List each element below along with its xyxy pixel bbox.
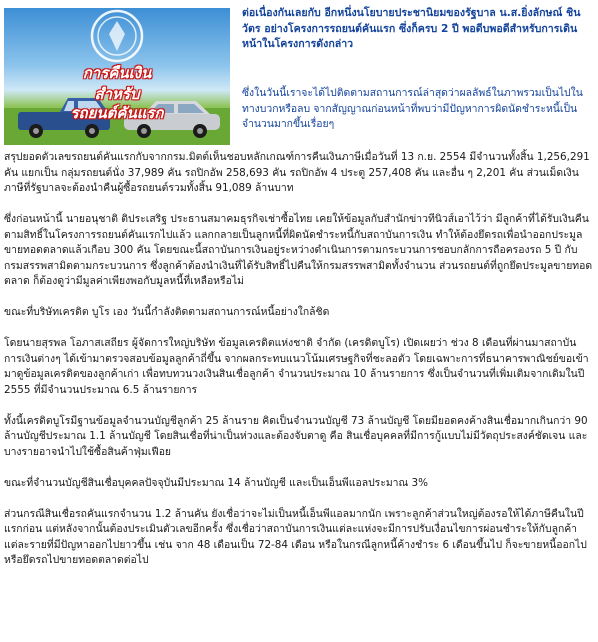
article-body <box>4 150 594 584</box>
article-paragraph: สรุปยอดตัวเลขรถยนต์คันแรกกับจากกรม.มิตต์เห็นชอบหลักเกณฑ์การคืนเงินภาษีเมื่อวันที่ 13 ก.ย. 2554 มีจำนวนทั้งสิ้น 1,256,291 คัน แยกเป็น กลุ่มรถยนต์นั่ง 37,989 คัน รถปิกอัพ 258,693 คัน รถปิกอัพ 4 ประตู 257,408 คัน และอื่น ๆ 2,201 คัน ส่วนเม็ดเงินภาษีที่รัฐบาลจะต้องนำคืนผู้ซื้อรถยนต์รวมทั้งสิ้น 91,089 ล้านบาท <box>4 151 590 194</box>
article-paragraph: ซึ่งก่อนหน้านี้ นายอนุชาติ ติประเสริฐ ประธานสมาคมธุรกิจเช่าซื้อไทย เคยให้ข้อมูลกับสำนักข่าวทีนิวส์เอาไว้ว่า มีลูกค้าที่ได้รับเงินคืนตามสิทธิ์ในโครงการรถยนต์คันแรกไปแล้ว แลกกลายเป็นลูกหนี้ที่ผิดนัดชำระหนี้กับสถาบันการเงิน ทำให้ต้องยึดรถเพื่อนำออกประมูลขายทอดตลาดแล้วเกือบ 300 คัน โดยขณะนี้สถาบันการเงินอยู่ระหว่างดำเนินการตามกระบวนการชอบกลักการถือครองรถ 5 ปี กับกรมสรรพสามิตตามกระบวนการ ซึ่งลูกค้าต้องนำเงินที่ได้รับสิทธิ์ไปคืนให้กรมสรรพสามิตทั้งจำนวน ส่วนรถยนต์ที่ถูกยึดประมูลขายทอดตลาด ก็ต้องดูว่ามีมูลค่าเพียงพอกับมูลหนี้ที่เหลือหรือไม่ <box>4 213 593 287</box>
article-paragraph: ส่วนกรณีสินเชื่อรถคันแรกจำนวน 1.2 ล้านคัน ยังเชื่อว่าจะไม่เป็นหนี้เอ็นพีแอลมากนัก เพราะลูกค้าส่วนใหญ่ต้องรอให้ได้ภาษีคืนในปีแรกก่อน แต่หลังจากนั้นต้องประเมินตัวเลขอีกครั้ง ซึ่งเชื่อว่าสถาบันการเงินแต่ละแห่งจะมีการปรับเงื่อนไขการผ่อนชำระให้กับลูกค้าแต่ละรายที่มีปัญหาออกไปยาวขึ้น เช่น จาก 48 เดือนเป็น 72-84 เดือน หรือในกรณีลูกหนี้ค้างชำระ 6 เดือนขึ้นไป ก็จะขายหนี้ออกไป หรือยึดรถไปขายทอดตลาดต่อไป <box>4 507 587 566</box>
article-hero-image <box>4 8 230 145</box>
hero-caption-line3: รถยนต์คันแรก <box>70 104 164 122</box>
government-seal-icon <box>92 11 142 61</box>
hero-caption-line1: การคืนเงิน <box>82 64 152 82</box>
article-paragraph: โดยนายสุรพล โอภาสเสถียร ผู้จัดการใหญ่บริษัท ข้อมูลเครดิตแห่งชาติ จำกัด (เครดิตบูโร) เปิดเผยว่า ช่วง 8 เดือนที่ผ่านมาสถาบันการเงินต่างๆ ได้เข้ามาตรวจสอบข้อมูลลูกค้าถี่ขึ้น จากผลกระทบแนวโน้มเศรษฐกิจที่ชะลอตัว โดยเฉพาะการที่ธนาคารพาณิชย์ขอเข้ามาดูข้อมูลเครดิตของลูกค้าเก่า เพื่อทบทวนวงเงินสินเชื่อลูกค้า จำนวนประมาณ 10 ล้านรายการ ซึ่งเป็นจำนวนที่เพิ่มเติมจากเดิมในปี 2555 ที่มีจำนวนประมาณ 6.5 ล้านรายการ <box>4 337 589 396</box>
article-paragraph: ทั้งนี้เครดิตบูโรมีฐานข้อมูลจำนวนบัญชีลูกค้า 25 ล้านราย คิดเป็นจำนวนบัญชี 73 ล้านบัญชี โดยมียอดคงค้างสินเชื่อมากเกินกว่า 90 ล้านบัญชีประมาณ 1.1 ล้านบัญชี โดยสินเชื่อที่น่าเป็นห่วงและต้องจับตาดู คือ สินเชื่อบุคคลที่มีการกู้แบบไม่มีวัตถุประสงค์ชัดเจน และบางรายอาจนำไปใช้ซื้อสินค้าฟุ่มเฟือย <box>4 414 588 458</box>
article-paragraph: ขณะที่บริษัทเครดิต บูโร เอง วันนี้กำลังติดตามสถานการณ์หนี้อย่างใกล้ชิด <box>4 306 330 318</box>
article-lead: ต่อเนื่องกันเลยกับ อีกหนึ่งนโยบายประชานิยมของรัฐบาล น.ส.ยิ่งลักษณ์ ชินวัตร อย่างโครงการรถยนต์คันแรก ซึ่งก็ครบ 2 ปี พอดีบพอดีสำหรับการเดินหน้าในโครงการดังกล่าว <box>242 7 581 50</box>
article-intro: ซึ่งในวันนี้เราจะได้ไปติดตามสถานการณ์ล่าสุดว่าผลลัพธ์ในภาพรวมเป็นไปในทางบวกหรือลบ จากสัญญาณก่อนหน้าที่พบว่ามีปัญหาการผิดนัดชำระหนี้เป็นจำนวนมากขึ้นเรื่อยๆ <box>242 87 583 130</box>
hero-caption-line2: สำหรับ <box>94 85 140 103</box>
article-paragraph: ขณะที่จำนวนบัญชีสินเชื่อบุคคลปัจจุบันมีประมาณ 14 ล้านบัญชี และเป็นเอ็นพีแอลประมาณ 3% <box>4 476 428 489</box>
